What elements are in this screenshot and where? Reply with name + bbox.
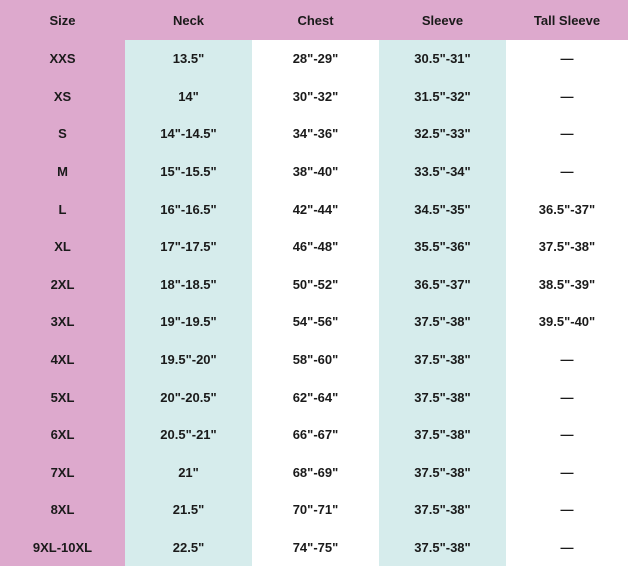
cell-chest: 46"-48": [252, 228, 379, 266]
header-row: [0, 0, 628, 40]
table-row: [0, 228, 628, 266]
table-row: [0, 529, 628, 567]
table-row: [0, 78, 628, 116]
cell-tall-sleeve: —: [506, 378, 628, 416]
cell-sleeve: 37.5"-38": [379, 491, 506, 529]
cell-size: 4XL: [0, 341, 125, 379]
cell-tall-sleeve: 39.5"-40": [506, 303, 628, 341]
cell-size: M: [0, 153, 125, 191]
table-row: [0, 416, 628, 454]
table-row: [0, 266, 628, 304]
table-row: [0, 190, 628, 228]
column-header-sleeve: Sleeve: [379, 0, 506, 40]
column-header-tall-sleeve: Tall Sleeve: [506, 0, 628, 40]
cell-chest: 58"-60": [252, 341, 379, 379]
cell-chest: 68"-69": [252, 454, 379, 492]
cell-sleeve: 32.5"-33": [379, 115, 506, 153]
cell-neck: 13.5": [125, 40, 252, 78]
cell-chest: 38"-40": [252, 153, 379, 191]
cell-sleeve: 37.5"-38": [379, 529, 506, 567]
table-row: [0, 341, 628, 379]
table-row: [0, 115, 628, 153]
cell-sleeve: 34.5"-35": [379, 190, 506, 228]
cell-size: S: [0, 115, 125, 153]
cell-neck: 20"-20.5": [125, 378, 252, 416]
cell-sleeve: 35.5"-36": [379, 228, 506, 266]
table-body: [0, 40, 628, 566]
cell-neck: 21.5": [125, 491, 252, 529]
cell-size: 2XL: [0, 266, 125, 304]
cell-sleeve: 37.5"-38": [379, 416, 506, 454]
cell-chest: 62"-64": [252, 378, 379, 416]
cell-neck: 19"-19.5": [125, 303, 252, 341]
cell-tall-sleeve: —: [506, 416, 628, 454]
cell-chest: 54"-56": [252, 303, 379, 341]
cell-tall-sleeve: 38.5"-39": [506, 266, 628, 304]
cell-tall-sleeve: —: [506, 40, 628, 78]
cell-chest: 70"-71": [252, 491, 379, 529]
cell-size: 5XL: [0, 378, 125, 416]
cell-tall-sleeve: —: [506, 454, 628, 492]
cell-sleeve: 33.5"-34": [379, 153, 506, 191]
cell-tall-sleeve: 37.5"-38": [506, 228, 628, 266]
table-row: [0, 491, 628, 529]
cell-size: 9XL-10XL: [0, 529, 125, 567]
cell-neck: 14"-14.5": [125, 115, 252, 153]
cell-sleeve: 37.5"-38": [379, 454, 506, 492]
cell-chest: 30"-32": [252, 78, 379, 116]
cell-chest: 42"-44": [252, 190, 379, 228]
cell-chest: 74"-75": [252, 529, 379, 567]
cell-tall-sleeve: —: [506, 529, 628, 567]
cell-neck: 20.5"-21": [125, 416, 252, 454]
table-row: [0, 378, 628, 416]
column-header-neck: Neck: [125, 0, 252, 40]
cell-sleeve: 31.5"-32": [379, 78, 506, 116]
cell-tall-sleeve: 36.5"-37": [506, 190, 628, 228]
table-header: [0, 0, 628, 40]
cell-neck: 21": [125, 454, 252, 492]
cell-chest: 50"-52": [252, 266, 379, 304]
cell-size: L: [0, 190, 125, 228]
cell-chest: 34"-36": [252, 115, 379, 153]
table-row: [0, 153, 628, 191]
cell-size: XS: [0, 78, 125, 116]
column-header-chest: Chest: [252, 0, 379, 40]
cell-tall-sleeve: —: [506, 341, 628, 379]
cell-size: 8XL: [0, 491, 125, 529]
cell-size: XXS: [0, 40, 125, 78]
cell-neck: 18"-18.5": [125, 266, 252, 304]
cell-neck: 19.5"-20": [125, 341, 252, 379]
cell-tall-sleeve: —: [506, 115, 628, 153]
cell-neck: 16"-16.5": [125, 190, 252, 228]
table-row: [0, 454, 628, 492]
cell-neck: 22.5": [125, 529, 252, 567]
cell-chest: 28"-29": [252, 40, 379, 78]
cell-size: 3XL: [0, 303, 125, 341]
cell-tall-sleeve: —: [506, 153, 628, 191]
cell-sleeve: 30.5"-31": [379, 40, 506, 78]
cell-neck: 14": [125, 78, 252, 116]
table-row: [0, 303, 628, 341]
cell-tall-sleeve: —: [506, 491, 628, 529]
cell-size: 7XL: [0, 454, 125, 492]
cell-size: XL: [0, 228, 125, 266]
cell-sleeve: 37.5"-38": [379, 378, 506, 416]
cell-tall-sleeve: —: [506, 78, 628, 116]
table-row: [0, 40, 628, 78]
column-header-size: Size: [0, 0, 125, 40]
cell-neck: 17"-17.5": [125, 228, 252, 266]
cell-neck: 15"-15.5": [125, 153, 252, 191]
cell-sleeve: 36.5"-37": [379, 266, 506, 304]
cell-sleeve: 37.5"-38": [379, 341, 506, 379]
cell-chest: 66"-67": [252, 416, 379, 454]
cell-size: 6XL: [0, 416, 125, 454]
cell-sleeve: 37.5"-38": [379, 303, 506, 341]
